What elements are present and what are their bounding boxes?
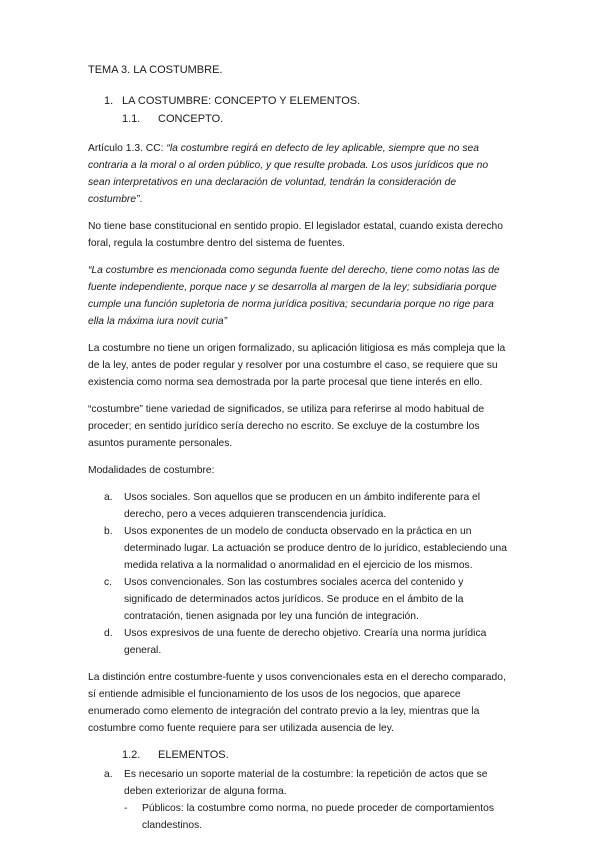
elementos-sublist	[88, 800, 512, 834]
section-label: CONCEPTO.	[158, 113, 224, 125]
elementos-list	[88, 766, 512, 800]
modalidades-list	[88, 489, 512, 659]
sublist-item-text: Públicos: la costumbre como norma, no puede proceder de comportamientos clandestinos.	[142, 803, 494, 831]
section-number: 1.2.	[122, 749, 141, 761]
article-text: “la costumbre regirá en defecto de ley aplicable, siempre que no sea contraria a la moral o al orden público, y que resulte probada. Los usos jurídicos que no sean interpretativos en una declaración de voluntad, tendrán la consideración de costumbre”	[88, 143, 489, 205]
article-citation	[88, 140, 512, 208]
section-heading-1-1	[88, 111, 512, 128]
list-marker: a.	[104, 492, 113, 503]
paragraph: No tiene base constitucional en sentido propio. El legislador estatal, cuando exista derecho foral, regula la costumbre dentro del sistema de fuentes.	[88, 221, 503, 249]
list-marker: b.	[104, 526, 113, 537]
section-number: 1.	[104, 95, 114, 107]
section-heading-1-2	[88, 747, 512, 764]
section-heading-1	[88, 93, 512, 110]
section-label: ELEMENTOS.	[158, 749, 229, 761]
list-item	[88, 625, 512, 659]
quote-paragraph: “La costumbre es mencionada como segunda fuente del derecho, tiene como notas las de fuente independiente, porque nace y se desarrolla al margen de la ley; subsidiaria porque cumple una función supletoria de norma jurídica positiva; secundaria porque no rige para ella la máxima iura novit curia”	[88, 265, 500, 327]
article-prefix: Artículo 1.3. CC:	[88, 143, 167, 154]
list-heading: Modalidades de costumbre:	[88, 465, 215, 476]
list-item	[88, 523, 512, 574]
document-body	[88, 62, 512, 834]
document-title: TEMA 3. LA COSTUMBRE.	[88, 64, 223, 76]
list-item	[88, 766, 512, 800]
list-item-text: Usos exponentes de un modelo de conducta observado en la práctica en un determinado lugar. La actuación se produce dentro de lo jurídico, estableciendo una medida relativa a la normalidad o anormalidad en el ejercicio de los mismos.	[124, 526, 507, 571]
paragraph: “costumbre” tiene variedad de significados, se utiliza para referirse al modo habitual de proceder; en sentido jurídico sería derecho no escrito. Se excluye de la costumbre los asuntos puramente personales.	[88, 404, 485, 449]
section-number: 1.1.	[122, 113, 141, 125]
dash-marker: -	[124, 803, 128, 814]
paragraph: La costumbre no tiene un origen formalizado, su aplicación litigiosa es más compleja que la de la ley, antes de poder regular y resolver por una costumbre el caso, se requiere que su existencia como norma sea demostrada por la parte procesal que tiene interés en ello.	[88, 343, 506, 388]
list-marker: c.	[104, 577, 113, 588]
list-marker: a.	[104, 769, 113, 780]
section-label: LA COSTUMBRE: CONCEPTO Y ELEMENTOS.	[122, 95, 361, 107]
list-item-text: Usos convencionales. Son las costumbres sociales acerca del contenido y significado de determinados actos jurídicos. Se produce en el ámbito de la contratación, tienen asignada por ley una función de integración.	[124, 577, 464, 622]
list-item-text: Usos sociales. Son aquellos que se producen en un ámbito indiferente para el derecho, pero a veces adquieren transcendencia jurídica.	[124, 492, 481, 520]
list-item-text: Usos expresivos de una fuente de derecho objetivo. Crearía una norma jurídica general.	[124, 628, 487, 656]
sublist-item	[124, 800, 512, 834]
list-item	[88, 574, 512, 625]
list-item-text: Es necesario un soporte material de la costumbre: la repetición de actos que se deben exteriorizar de alguna forma.	[124, 769, 488, 797]
paragraph: La distinción entre costumbre-fuente y usos convencionales esta en el derecho comparado, sí entiende admisible el funcionamiento de los usos de los negocios, que aparece enumerado como elemento de integración del contrato previo a la ley, mientras que la costumbre como fuente requiere para ser utilizada ausencia de ley.	[88, 672, 506, 734]
list-item	[88, 489, 512, 523]
list-marker: d.	[104, 628, 113, 639]
article-suffix: .	[139, 194, 143, 205]
